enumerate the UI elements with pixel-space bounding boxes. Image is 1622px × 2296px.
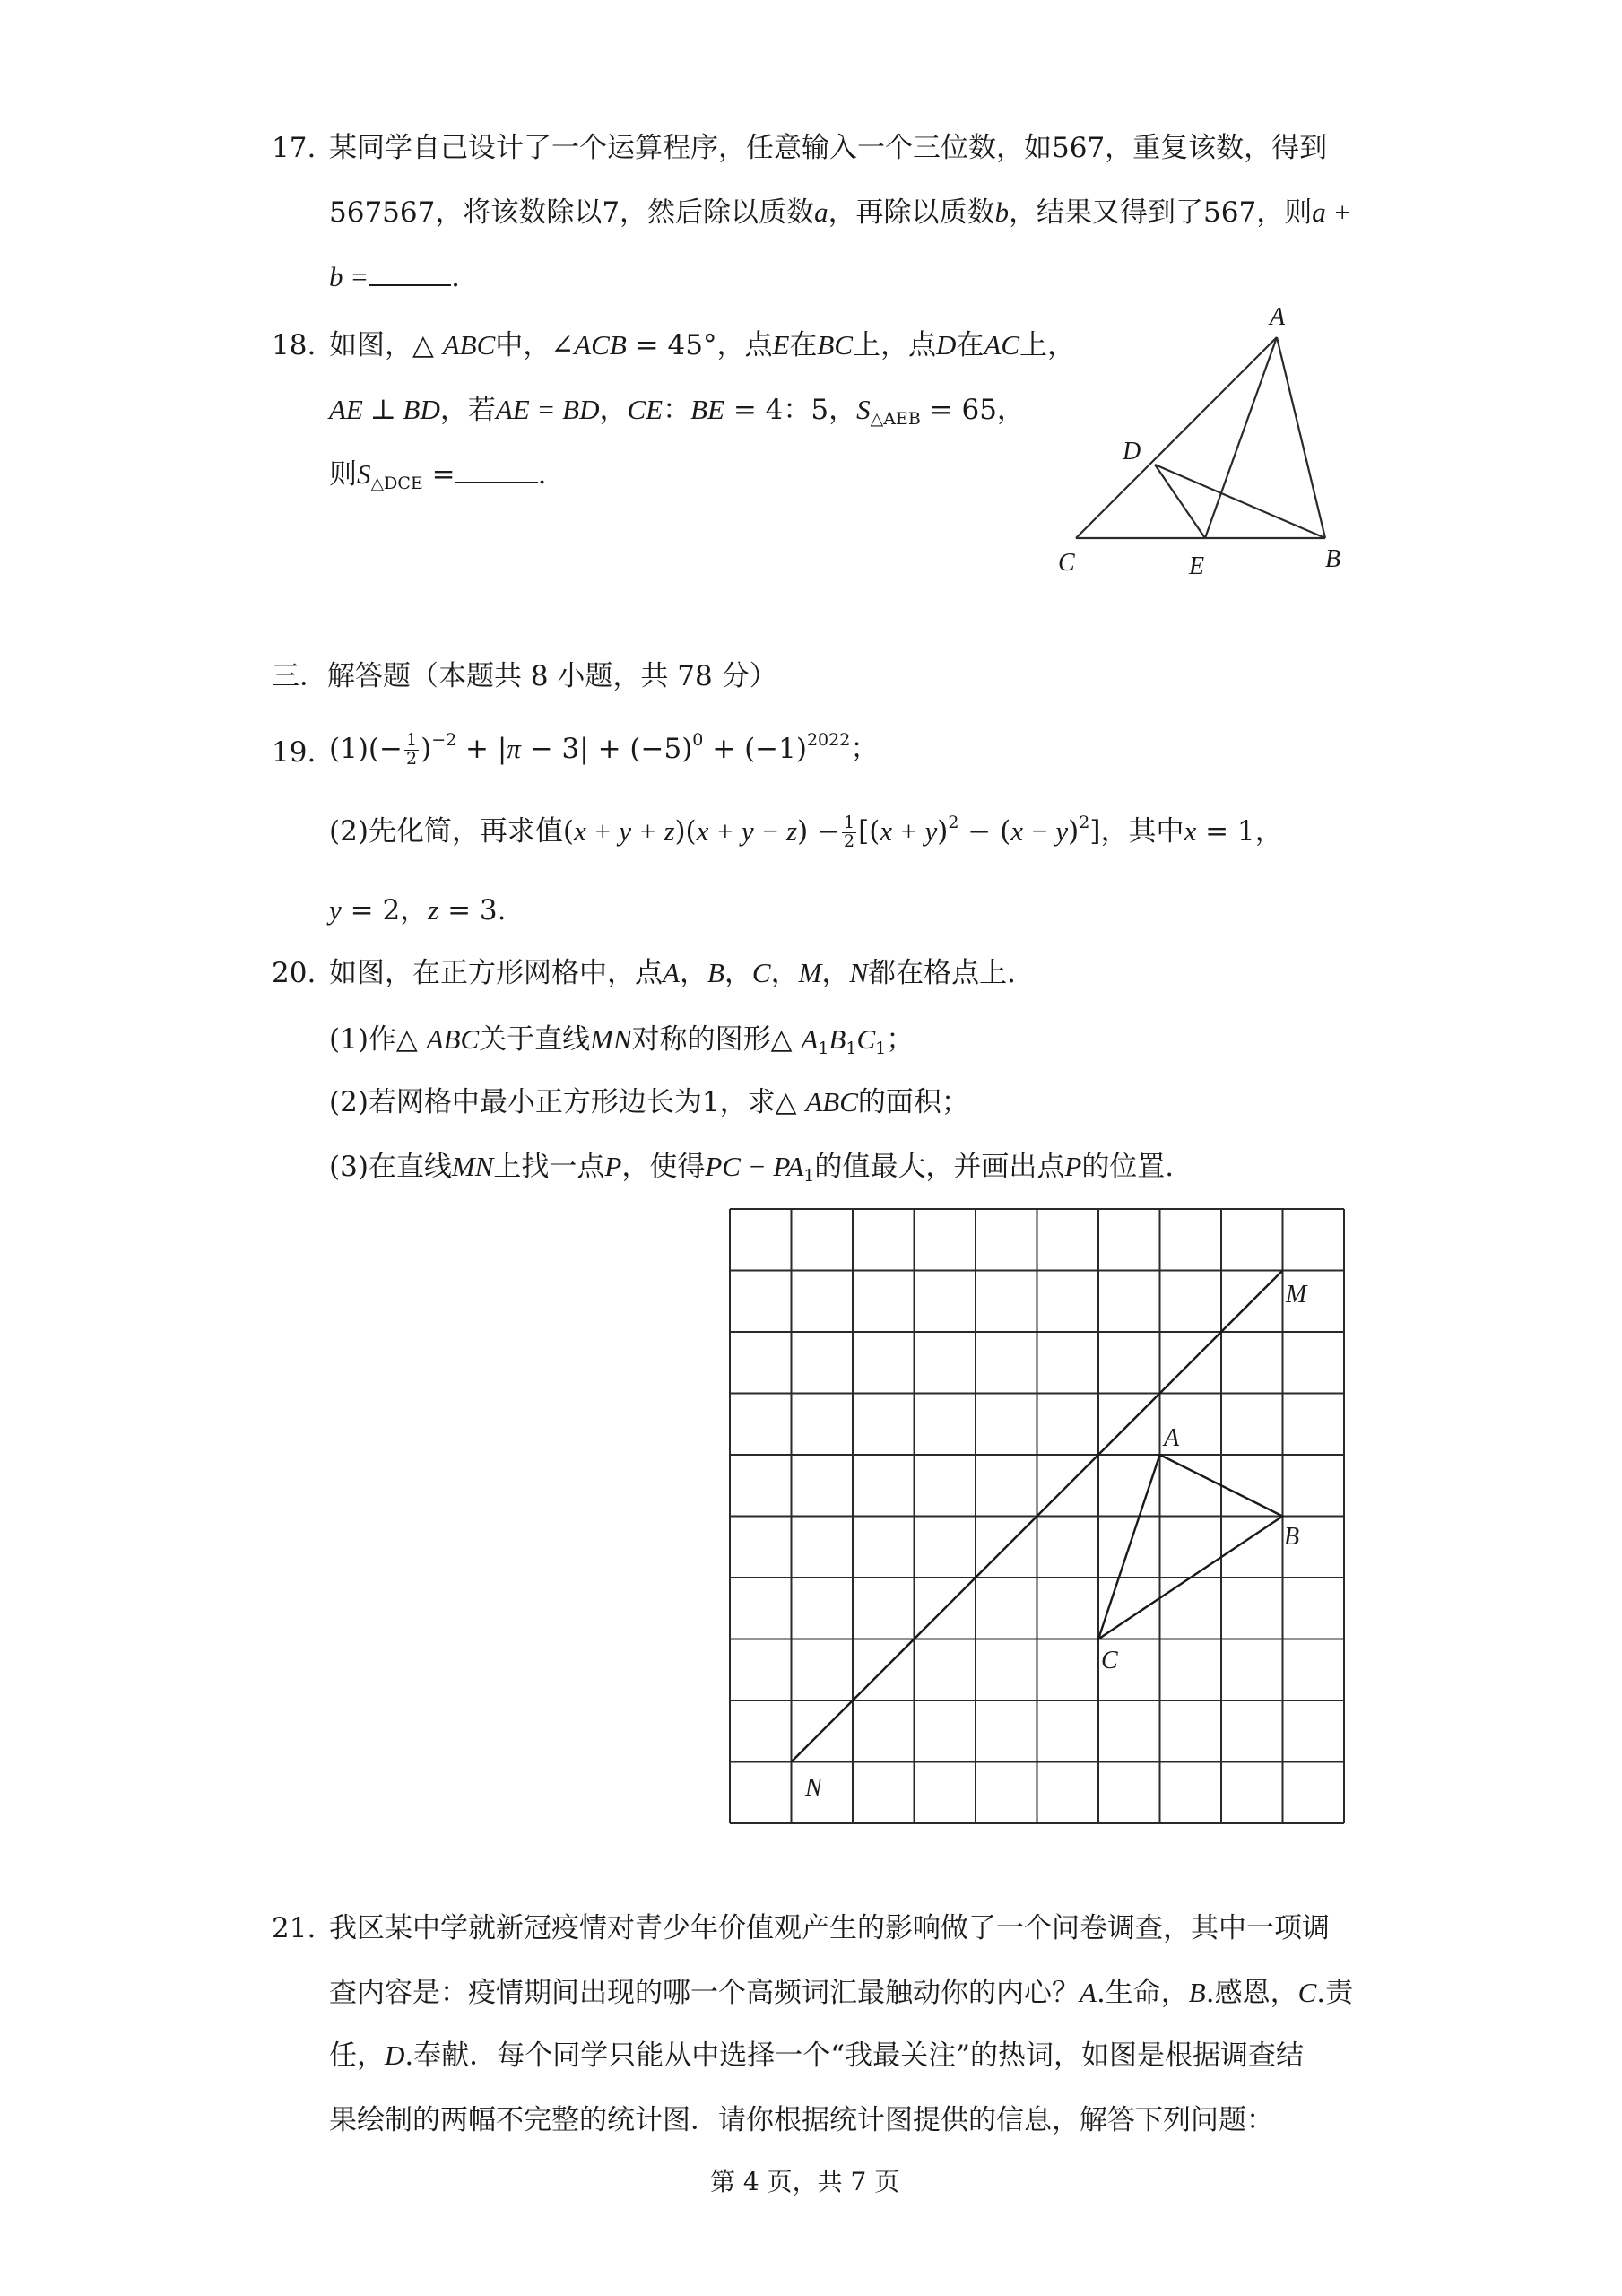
section-heading: 三．解答题（本题共 8 小题，共 78 分）	[272, 660, 777, 692]
fraction-one-half: $\frac{1}{2}$	[405, 730, 418, 769]
q21-line3: 任，D.奉献．每个同学只能从中选择一个“我最关注”的热词，如图是根据调查结	[329, 2039, 1304, 2072]
q19-part2-cont: y = 2，z = 3.	[329, 894, 507, 926]
answer-blank	[455, 460, 538, 483]
label-c: C	[1058, 549, 1075, 577]
q17-line3: b = .	[329, 261, 461, 293]
q18-line1: 如图，△ ABC中，∠ACB = 45°，点E在BC上，点D在AC上，	[329, 329, 1076, 361]
q18-line2: AE ⊥ BD，若AE = BD，CE：BE = 4：5，$S_{\triangle AEB} = 65$，	[329, 394, 1025, 429]
q20-line1: 如图，在正方形网格中，点A，B，C，M，N都在格点上.	[329, 957, 1016, 989]
label-e: E	[1189, 552, 1205, 580]
q21-number: 21.	[272, 1912, 317, 1944]
q19-part1: (1)(− $\frac{1}{2}$ )$^{-2} + |\pi - 3| + (-5)^0 + (-1)^{2022}$；	[329, 730, 879, 769]
q21-line1: 我区某中学就新冠疫情对青少年价值观产生的影响做了一个问卷调查，其中一项调	[329, 1912, 1330, 1944]
q20-part1: (1)作△ ABC关于直线MN对称的图形△ $A_1B_1C_1$；	[329, 1023, 915, 1058]
label-a: A	[1270, 303, 1286, 331]
q21-line4: 果绘制的两幅不完整的统计图．请你根据统计图提供的信息，解答下列问题：	[329, 2104, 1274, 2136]
q19-part2: (2)先化简，再求值(x + y + z)(x + y − z) − $\frac{1}{2}$ $[(x + y)^2 - (x - y)^2]$，其中x = 1，	[329, 813, 1283, 851]
page-footer: 第 4 页，共 7 页	[710, 2167, 900, 2196]
label-b: B	[1325, 545, 1341, 573]
q18-number: 18.	[272, 329, 317, 361]
triangle-figure	[1058, 296, 1363, 592]
q20-part2: (2)若网格中最小正方形边长为1，求△ ABC的面积；	[329, 1086, 969, 1118]
segment-ab	[1277, 337, 1325, 538]
segment-ca	[1076, 337, 1277, 538]
fraction-one-half: $\frac{1}{2}$	[844, 813, 855, 851]
label-b: B	[1284, 1523, 1300, 1551]
q19-number: 19.	[272, 736, 317, 769]
q20-number: 20.	[272, 957, 317, 989]
q17-line1: 某同学自己设计了一个运算程序，任意输入一个三位数，如567，重复该数，得到	[329, 132, 1328, 164]
label-d: D	[1123, 438, 1141, 465]
square-grid-figure	[717, 1202, 1363, 1839]
label-a: A	[1164, 1424, 1180, 1452]
label-m: M	[1286, 1281, 1307, 1309]
answer-blank	[369, 263, 451, 286]
q17-line2: 567567，将该数除以7，然后除以质数a，再除以质数b，结果又得到了567，则a +	[329, 196, 1352, 229]
q17-number: 17.	[272, 132, 317, 164]
q18-line3: 则$S_{\triangle DCE}$ = .	[329, 458, 547, 493]
segment-ae	[1205, 337, 1277, 538]
label-c: C	[1101, 1647, 1118, 1674]
triangle-abc	[1098, 1455, 1283, 1639]
q21-line2: 查内容是：疫情期间出现的哪一个高频词汇最触动你的内心？A.生命，B.感恩，C.责	[329, 1977, 1354, 2009]
label-n: N	[805, 1774, 822, 1802]
q20-part3: (3)在直线MN上找一点P，使得PC − $PA_1$的值最大，并画出点P的位置.	[329, 1151, 1175, 1186]
